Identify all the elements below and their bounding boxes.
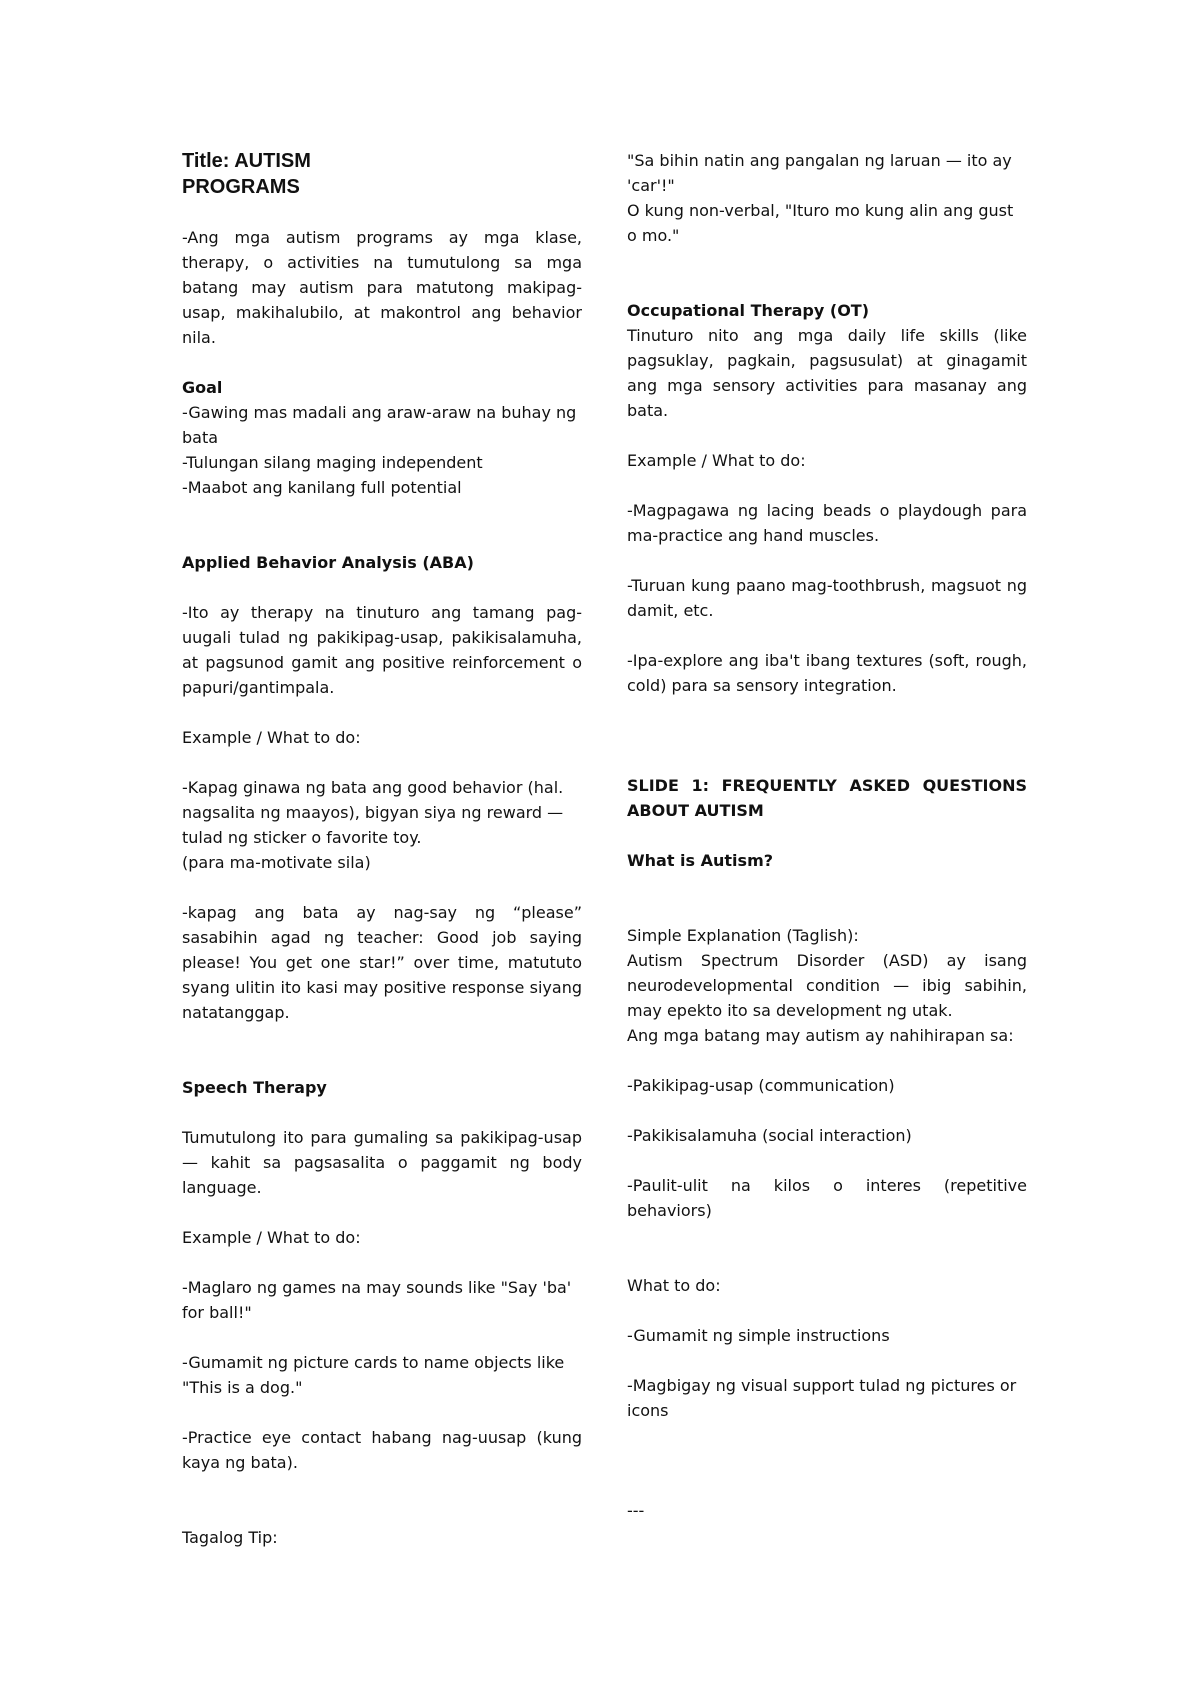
intro-paragraph: -Ang mga autism programs ay mga klase, therapy, o activities na tumutulong sa mga batang may autism para matutong makipag-usap, makihalubilo, at makontrol ang behavior nila.	[182, 228, 582, 347]
left-column	[182, 148, 582, 1550]
difficulty-item: -Paulit-ulit na kilos o interes (repetitive behaviors)	[627, 1176, 1027, 1220]
speech-example-1: -Maglaro ng games na may sounds like "Say 'ba' for ball!"	[182, 1278, 572, 1322]
aba-description: -Ito ay therapy na tinuturo ang tamang pag-uugali tulad ng pakikipag-usap, pakikisalamuha, at pagsunod gamit ang positive reinforcement o papuri/gantimpala.	[182, 603, 582, 697]
speech-example-2: -Gumamit ng picture cards to name objects like "This is a dog."	[182, 1353, 565, 1397]
difficulty-item: -Pakikipag-usap (communication)	[627, 1076, 895, 1095]
continued-line-2: O kung non-verbal, "Ituro mo kung alin ang gust o mo."	[627, 201, 1014, 245]
what-is-autism-heading: What is Autism?	[627, 851, 774, 870]
ot-example-label: Example / What to do:	[627, 451, 806, 470]
separator: ---	[627, 1501, 645, 1520]
ot-example-1: -Magpagawa ng lacing beads o playdough para ma-practice ang hand muscles.	[627, 501, 1027, 545]
aba-example-2: -kapag ang bata ay nag-say ng “please” sasabihin agad ng teacher: Good job saying please! You get one star!” over time, matututo syang ulitin ito kasi may positive response siyang natatanggap.	[182, 903, 582, 1022]
right-column	[627, 148, 1027, 1523]
speech-heading: Speech Therapy	[182, 1078, 327, 1097]
aba-heading: Applied Behavior Analysis (ABA)	[182, 553, 474, 572]
simple-explanation: Autism Spectrum Disorder (ASD) ay isang neurodevelopmental condition — ibig sabihin, may epekto ito sa development ng utak.	[627, 951, 1027, 1020]
goal-item: -Gawing mas madali ang araw-araw na buhay ng bata	[182, 403, 577, 447]
ot-description: Tinuturo nito ang mga daily life skills (like pagsuklay, pagkain, pagsusulat) at ginagamit ang mga sensory activities para masanay ang bata.	[627, 326, 1027, 420]
todo-item: -Gumamit ng simple instructions	[627, 1326, 890, 1345]
todo-item: -Magbigay ng visual support tulad ng pictures or icons	[627, 1376, 1017, 1420]
difficulty-item: -Pakikisalamuha (social interaction)	[627, 1126, 912, 1145]
aba-example-1-note: (para ma-motivate sila)	[182, 853, 371, 872]
speech-description: Tumutulong ito para gumaling sa pakikipag-usap — kahit sa pagsasalita o paggamit ng body language.	[182, 1128, 582, 1197]
page-title: Title: AUTISM PROGRAMS	[182, 150, 311, 198]
goal-heading: Goal	[182, 378, 223, 397]
goal-item: -Tulungan silang maging independent	[182, 453, 483, 472]
speech-example-label: Example / What to do:	[182, 1228, 361, 1247]
ot-heading: Occupational Therapy (OT)	[627, 301, 870, 320]
ot-example-2: -Turuan kung paano mag-toothbrush, magsuot ng damit, etc.	[627, 576, 1027, 620]
continued-line-1: "Sa bihin natin ang pangalan ng laruan — ito ay 'car'!"	[627, 151, 1012, 195]
speech-example-3: -Practice eye contact habang nag-uusap (kung kaya ng bata).	[182, 1428, 582, 1472]
simple-explanation-label: Simple Explanation (Taglish):	[627, 926, 859, 945]
slide-heading: SLIDE 1: FREQUENTLY ASKED QUESTIONS ABOUT AUTISM	[627, 776, 1027, 820]
goal-item: -Maabot ang kanilang full potential	[182, 478, 462, 497]
what-to-do-label: What to do:	[627, 1276, 721, 1295]
simple-explanation-line-2: Ang mga batang may autism ay nahihirapan sa:	[627, 1026, 1014, 1045]
aba-example-1: -Kapag ginawa ng bata ang good behavior (hal. nagsalita ng maayos), bigyan siya ng reward — tulad ng sticker o favorite toy.	[182, 778, 564, 847]
tagalog-tip: Tagalog Tip:	[182, 1528, 278, 1547]
aba-example-label: Example / What to do:	[182, 728, 361, 747]
ot-example-3: -Ipa-explore ang iba't ibang textures (soft, rough, cold) para sa sensory integration.	[627, 651, 1027, 695]
